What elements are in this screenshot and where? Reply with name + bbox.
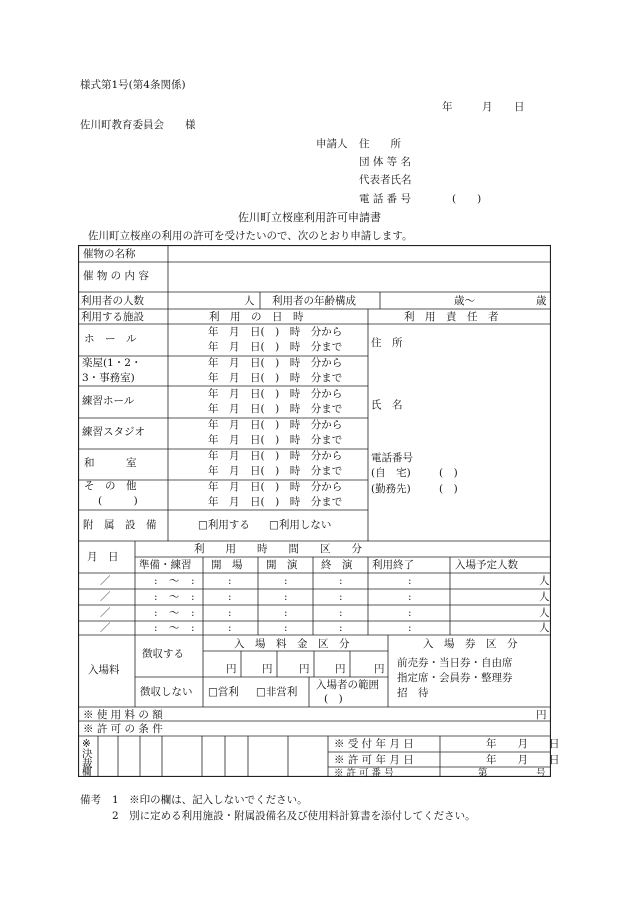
time-from: 年 月 日( ) 時 分から (208, 481, 343, 493)
age-composition-label: 利用者の年齢構成 (272, 295, 356, 307)
tilde: ～ (169, 591, 180, 603)
addressee: 佐川町教育委員会 様 (80, 119, 196, 131)
colon: : (284, 622, 288, 634)
receipt-ymd: 年 月 日 (486, 738, 560, 750)
facility-practice-hall: 練習ホール (82, 395, 135, 407)
conditions-label: ※ 許 可 の 条 件 (83, 723, 163, 735)
resp-work-parens: ( ) (439, 483, 458, 495)
colon: : (191, 622, 195, 634)
permit-ymd: 年 月 日 (486, 754, 560, 766)
notes-label: 備考 (80, 794, 101, 806)
colon: : (284, 607, 288, 619)
time-from: 年 月 日( ) 時 分から (208, 388, 343, 400)
permit-no-label: ※ 許 可 番 号 (334, 768, 394, 779)
colon: : (284, 575, 288, 587)
yen-unit: 円 (335, 663, 346, 675)
yen-unit: 円 (299, 663, 310, 675)
time-to: 年 月 日( ) 時 分まで (208, 496, 343, 508)
month-day-label: 月 日 (87, 551, 119, 563)
age-from: 歳～ (454, 295, 475, 307)
facility-dressing-room-2: 3・事務室) (82, 372, 135, 384)
colon: : (228, 575, 232, 587)
colon: : (408, 575, 412, 587)
users-count-label: 利用者の人数 (81, 295, 144, 307)
admission-label: 入場料 (88, 664, 120, 676)
applicant-label: 申請人 (316, 138, 348, 150)
applicant-address-label: 住 所 (359, 138, 401, 150)
resp-phone-label: 電話番号 (371, 452, 413, 464)
colon: : (339, 607, 343, 619)
colon: : (228, 607, 232, 619)
audience-scope-label: 入場者の範囲 (316, 679, 379, 691)
time-from: 年 月 日( ) 時 分から (208, 326, 343, 338)
equipment-label: 附 属 設 備 (83, 519, 157, 531)
receipt-date-label: ※ 受 付 年 月 日 (334, 738, 414, 750)
resp-name-label: 氏 名 (371, 399, 403, 411)
datetime-header: 利 用 の 日 時 (209, 311, 304, 323)
ticket-types-line2: 指定席・会員券・整理券 (397, 672, 513, 684)
facility-dressing-room-1: 楽屋(1・2・ (82, 357, 142, 369)
colon: : (408, 622, 412, 634)
col-attendance: 入場予定人数 (455, 559, 518, 571)
ticket-types-line1: 前売券・当日券・自由席 (397, 657, 513, 669)
decision-char-2: 裁 (82, 758, 93, 770)
equipment-use-checkbox[interactable]: □利用する (198, 519, 250, 531)
permit-no-dai: 第 (478, 768, 488, 779)
not-collect-label: 徴収しない (140, 686, 193, 698)
date-slash: ／ (100, 622, 111, 634)
person-unit: 人 (539, 607, 550, 619)
tilde: ～ (169, 622, 180, 634)
facility-japanese-room: 和 室 (84, 457, 137, 469)
decision-mark: ※ (82, 738, 91, 750)
colon: : (339, 591, 343, 603)
commercial-checkbox[interactable]: □営利 (208, 686, 239, 698)
usage-fee-label: ※ 使 用 料 の 額 (83, 709, 163, 721)
decision-char-3: 欄 (82, 767, 92, 778)
date-slash: ／ (100, 591, 111, 603)
col-preparation: 準備・練習 (139, 559, 192, 571)
person-unit: 人 (539, 591, 550, 603)
yen-unit: 円 (226, 663, 237, 675)
date-slash: ／ (100, 575, 111, 587)
colon: : (228, 622, 232, 634)
event-content-label: 催 物 の 内 容 (83, 270, 149, 282)
col-start: 開 演 (266, 559, 298, 571)
resp-address-label: 住 所 (371, 337, 403, 349)
colon: : (154, 622, 158, 634)
time-section-header: 利 用 時 間 区 分 (194, 543, 362, 555)
note-item-1: 1 ※印の欄は、記入しないでください。 (112, 794, 308, 806)
date-month-label: 月 (482, 101, 493, 113)
applicant-phone-label: 電 話 番 号 (359, 193, 412, 205)
colon: : (284, 591, 288, 603)
permit-date-label: ※ 許 可 年 月 日 (334, 754, 414, 766)
tilde: ～ (169, 575, 180, 587)
colon: : (191, 591, 195, 603)
collect-label: 徴収する (142, 648, 184, 660)
price-header: 入 場 料 金 区 分 (234, 638, 350, 650)
colon: : (191, 607, 195, 619)
person-unit: 人 (539, 575, 550, 587)
note-item-2: 2 別に定める利用施設・附属設備名及び使用料計算書を添付してください。 (112, 810, 476, 822)
equipment-nouse-checkbox[interactable]: □利用しない (269, 519, 332, 531)
time-to: 年 月 日( ) 時 分まで (208, 465, 343, 477)
facility-header: 利用する施設 (81, 311, 144, 323)
time-from: 年 月 日( ) 時 分から (208, 450, 343, 462)
date-year-label: 年 (442, 101, 453, 113)
time-from: 年 月 日( ) 時 分から (208, 419, 343, 431)
time-to: 年 月 日( ) 時 分まで (208, 434, 343, 446)
person-unit: 人 (244, 295, 255, 307)
yen-unit: 円 (262, 663, 273, 675)
facility-other: そ の 他 (84, 480, 137, 492)
col-finish: 利用終了 (372, 559, 414, 571)
event-name-label: 催物の名称 (83, 248, 136, 260)
facility-other-parens: ( ) (98, 495, 138, 507)
decision-char-1: 決 (82, 748, 93, 760)
applicant-phone-parens: ( ) (452, 193, 482, 205)
facility-hall: ホ ー ル (84, 333, 137, 345)
colon: : (408, 591, 412, 603)
time-to: 年 月 日( ) 時 分まで (208, 372, 343, 384)
applicant-rep-label: 代表者氏名 (359, 174, 412, 186)
intro-text: 佐川町立桜座の利用の許可を受けたいので、次のとおり申請します。 (88, 230, 413, 242)
responsible-header: 利 用 責 任 者 (404, 311, 499, 323)
age-to: 歳 (536, 295, 547, 307)
ticket-types-line3: 招 待 (397, 687, 429, 699)
person-unit: 人 (539, 622, 550, 634)
ticket-header: 入 場 券 区 分 (423, 638, 518, 650)
form-number: 様式第1号(第4条関係) (80, 79, 186, 91)
yen-unit: 円 (536, 709, 547, 721)
date-day-label: 日 (514, 101, 525, 113)
resp-home-parens: ( ) (439, 467, 458, 479)
col-end: 終 演 (321, 559, 353, 571)
time-to: 年 月 日( ) 時 分まで (208, 341, 343, 353)
application-form-table (78, 245, 560, 779)
colon: : (191, 575, 195, 587)
applicant-group-label: 団 体 等 名 (359, 156, 412, 168)
permit-no-go: 号 (536, 768, 546, 779)
resp-work-label: (勤務先) (371, 483, 411, 495)
col-open: 開 場 (211, 559, 243, 571)
yen-unit: 円 (374, 663, 385, 675)
tilde: ～ (169, 607, 180, 619)
page-title: 佐川町立桜座利用許可申請書 (238, 211, 381, 224)
noncommercial-checkbox[interactable]: □非営利 (256, 686, 298, 698)
time-from: 年 月 日( ) 時 分から (208, 357, 343, 369)
colon: : (154, 607, 158, 619)
colon: : (154, 575, 158, 587)
colon: : (228, 591, 232, 603)
time-to: 年 月 日( ) 時 分まで (208, 403, 343, 415)
facility-practice-studio: 練習スタジオ (82, 426, 145, 438)
colon: : (339, 575, 343, 587)
colon: : (408, 607, 412, 619)
colon: : (339, 622, 343, 634)
colon: : (154, 591, 158, 603)
date-slash: ／ (100, 607, 111, 619)
audience-scope-parens: ( ) (324, 693, 343, 705)
resp-home-label: (自 宅) (371, 467, 411, 479)
